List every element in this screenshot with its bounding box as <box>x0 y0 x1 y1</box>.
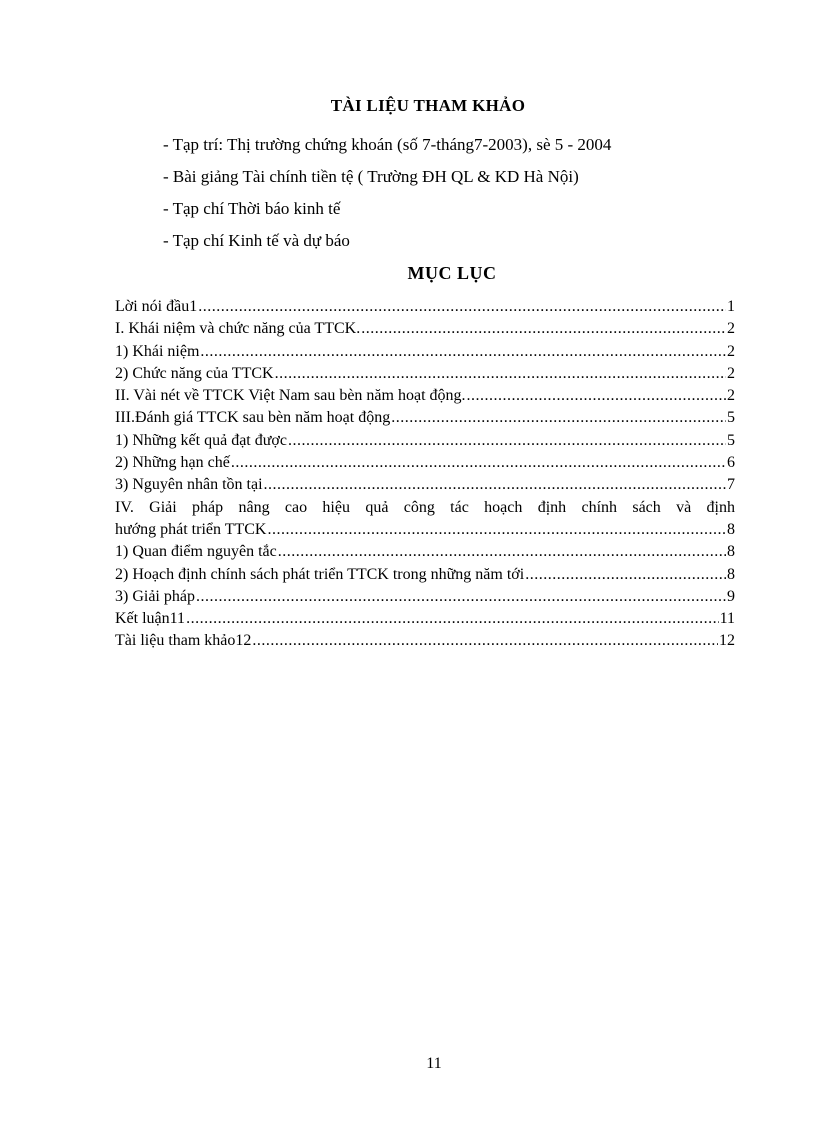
toc-leader-dots <box>525 564 726 586</box>
toc-entry <box>115 296 735 318</box>
reference-item: - Bài giảng Tài chính tiền tệ ( Trường ĐH QL & KD Hà Nội) <box>163 167 579 186</box>
toc-entry-title: 2) Chức năng của TTCK <box>115 364 274 382</box>
toc-leader-dots <box>275 363 726 385</box>
toc-entry-page: 2 <box>727 387 735 405</box>
toc-entry-page: 5 <box>727 431 735 449</box>
toc-entry-title: 3) Giải pháp <box>115 587 195 605</box>
toc-entry-page: 2 <box>727 342 735 360</box>
toc-entry <box>115 407 735 429</box>
toc-entry-page: 8 <box>727 543 735 561</box>
toc-leader-dots <box>200 341 726 363</box>
toc-entry-page: 8 <box>727 520 735 538</box>
toc-leader-dots <box>288 430 726 452</box>
toc-entry-title: 3) Nguyên nhân tồn tại <box>115 476 263 494</box>
toc-entry <box>115 519 735 541</box>
toc-entry <box>115 452 735 474</box>
toc-leader-dots <box>252 630 718 652</box>
reference-item: - Tạp chí Kinh tế và dự báo <box>163 231 350 250</box>
toc-entry <box>115 385 735 407</box>
toc-entry-page: 9 <box>727 587 735 605</box>
toc-leader-dots <box>196 586 726 608</box>
toc-entry-title: 1) Khái niệm <box>115 342 200 360</box>
toc-entry <box>115 341 735 363</box>
toc-entry-title: 1) Những kết quả đạt được <box>115 431 287 449</box>
references-title: TÀI LIỆU THAM KHẢO <box>330 96 526 115</box>
toc-entry-page: 7 <box>727 476 735 494</box>
toc-entry <box>115 474 735 496</box>
toc-entry <box>115 608 735 630</box>
table-of-contents <box>115 296 735 653</box>
toc-entry-page: 2 <box>727 364 735 382</box>
toc-entry <box>115 541 735 563</box>
toc-leader-dots <box>467 385 726 407</box>
toc-entry <box>115 630 735 652</box>
toc-entry-title: Tài liệu tham khảo12 <box>115 632 252 650</box>
toc-entry-page: 8 <box>727 565 735 583</box>
toc-title: MỤC LỤC <box>407 263 497 283</box>
toc-entry-title: I. Khái niệm và chức năng của TTCK. <box>115 320 361 338</box>
toc-leader-dots <box>267 519 726 541</box>
toc-entry-title: Kết luận11 <box>115 610 186 628</box>
references-list <box>163 132 611 260</box>
toc-entry-title: hướng phát triển TTCK <box>115 520 267 538</box>
toc-leader-dots <box>186 608 719 630</box>
toc-entry <box>115 586 735 608</box>
toc-entry-title: II. Vài nét về TTCK Việt Nam sau bèn năm hoạt động. <box>115 387 466 405</box>
toc-leader-dots <box>361 318 726 340</box>
toc-leader-dots <box>198 296 726 318</box>
toc-entry-title: III.Đánh giá TTCK sau bèn năm hoạt động <box>115 409 391 427</box>
toc-entry-title: 2) Hoạch định chính sách phát triển TTCK trong những năm tới <box>115 565 525 583</box>
toc-entry <box>115 430 735 452</box>
toc-entry-title: Lời nói đầu1 <box>115 298 198 315</box>
toc-entry-page: 12 <box>719 632 735 650</box>
toc-entry-page: 5 <box>727 409 735 427</box>
toc-entry <box>115 318 735 340</box>
toc-entry-page: 11 <box>719 610 735 628</box>
reference-item: - Tạp chí Thời báo kinh tế <box>163 199 341 218</box>
toc-entry-page: 1 <box>727 298 735 315</box>
toc-entry <box>115 363 735 385</box>
toc-entry-page: 6 <box>727 454 735 472</box>
toc-leader-dots <box>264 474 726 496</box>
toc-entry-title: 2) Những hạn chế <box>115 454 230 472</box>
toc-entry-title: 1) Quan điểm nguyên tắc <box>115 543 277 561</box>
toc-entry-title-line1: IV. Giải pháp nâng cao hiệu quả công tác hoạch định chính sách và định <box>115 498 735 516</box>
reference-item: - Tạp trí: Thị trường chứng khoán (số 7-tháng7-2003), sè 5 - 2004 <box>163 135 612 154</box>
toc-leader-dots <box>231 452 726 474</box>
toc-leader-dots <box>278 541 726 563</box>
toc-leader-dots <box>391 407 726 429</box>
page-number: 11 <box>426 1055 442 1072</box>
toc-entry <box>115 564 735 586</box>
toc-entry-page: 2 <box>727 320 735 338</box>
